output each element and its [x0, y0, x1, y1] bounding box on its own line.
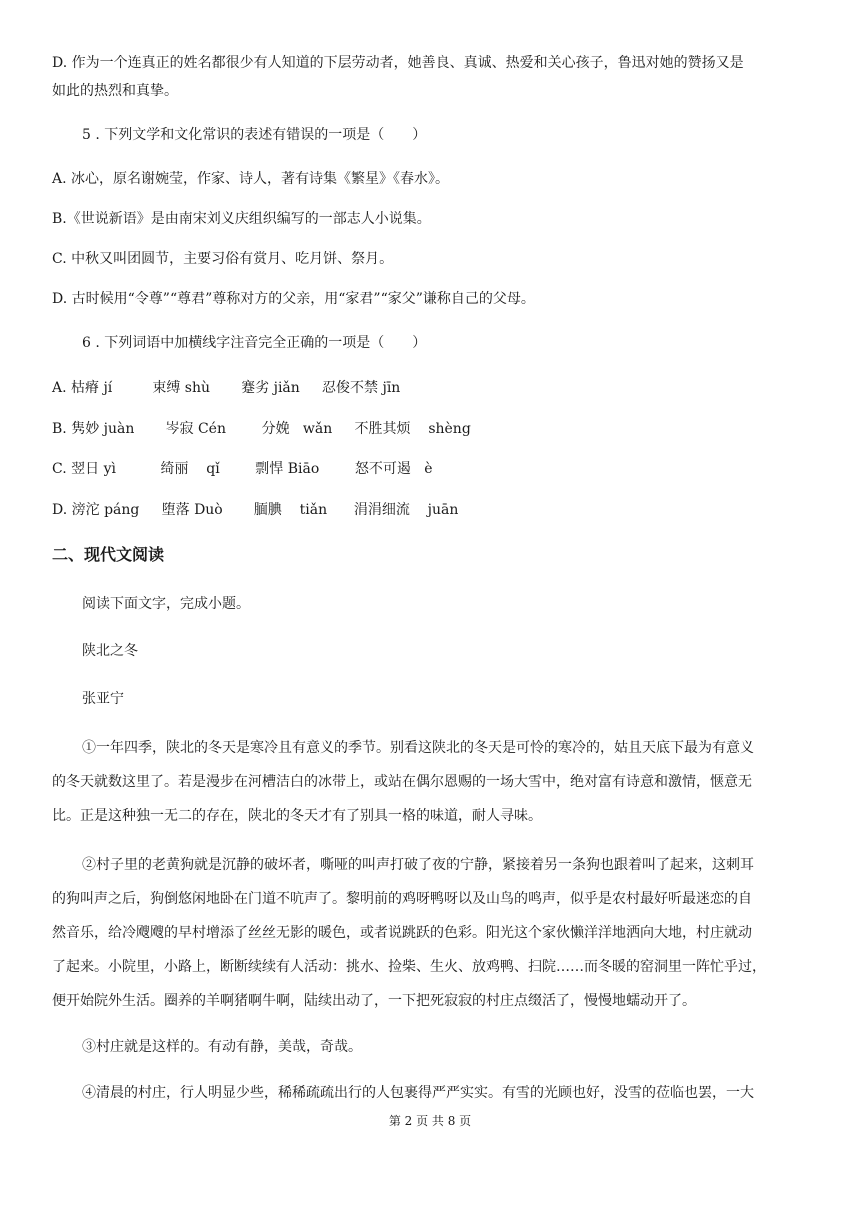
page-footer: 第 2 页 共 8 页 — [388, 1114, 472, 1128]
q6-option-a: A. 枯瘠 jí 束缚 shù 蹇劣 jiǎn 忍俊不禁 jīn — [52, 380, 401, 396]
paragraph-1-line-3: 比。正是这种独一无二的存在，陕北的冬天才有了别具一格的味道，耐人寻味。 — [52, 808, 542, 824]
reading-instruction: 阅读下面文字，完成小题。 — [82, 596, 250, 612]
q4-option-d-line1: D. 作为一个连真正的姓名都很少有人知道的下层劳动者，她善良、真诚、热爱和关心孩子，鲁迅对她的赞扬又是 — [52, 55, 744, 71]
article-author: 张亚宁 — [82, 691, 124, 707]
paragraph-2-line-2: 的狗叫声之后，狗倒悠闲地卧在门道不吭声了。黎明前的鸡呀鸭呀以及山鸟的鸣声，似乎是农村最好听最迷恋的自 — [52, 891, 752, 907]
paragraph-3-line-1: ③村庄就是这样的。有动有静，美哉，奇哉。 — [82, 1039, 362, 1055]
q5-option-c: C. 中秋又叫团圆节，主要习俗有赏月、吃月饼、祭月。 — [52, 251, 394, 267]
q4-option-d-line2: 如此的热烈和真挚。 — [52, 83, 178, 99]
paragraph-2-line-1: ②村子里的老黄狗就是沉静的破坏者，嘶哑的叫声打破了夜的宁静，紧接着另一条狗也跟着叫了起来，这刺耳 — [82, 857, 754, 873]
article-title: 陕北之冬 — [82, 643, 138, 659]
paragraph-1-line-2: 的冬天就数这里了。若是漫步在河槽洁白的冰带上，或站在偶尔恩赐的一场大雪中，绝对富有诗意和激情，惬意无 — [52, 774, 752, 790]
q6-option-d: D. 滂沱 páng 堕落 Duò 腼腆 tiǎn 涓涓细流 juān — [52, 502, 459, 518]
q6-option-b: B. 隽妙 juàn 岑寂 Cén 分娩 wǎn 不胜其烦 shèng — [52, 421, 471, 437]
q6-stem: 6 . 下列词语中加横线字注音完全正确的一项是（ ） — [82, 335, 427, 351]
q5-stem: 5 . 下列文学和文化常识的表述有错误的一项是（ ） — [82, 127, 427, 143]
q5-option-b: B.《世说新语》是由南宋刘义庆组织编写的一部志人小说集。 — [52, 211, 431, 227]
q5-option-a: A. 冰心，原名谢婉莹，作家、诗人，著有诗集《繁星》《春水》。 — [52, 171, 450, 187]
q6-option-c: C. 翌日 yì 绮丽 qǐ 剽悍 Biāo 怒不可遏 è — [52, 461, 433, 477]
paragraph-2-line-3: 然音乐，给冷飕飕的早村增添了丝丝无影的暖色，或者说跳跃的色彩。阳光这个家伙懒洋洋地洒向大地，村庄就动 — [52, 925, 752, 941]
paragraph-2-line-4: 了起来。小院里，小路上，断断续续有人活动：挑水、捡柴、生火、放鸡鸭、扫院……而冬暖的窑洞里一阵忙乎过， — [52, 959, 766, 975]
paragraph-1-line-1: ①一年四季，陕北的冬天是寒冷且有意义的季节。别看这陕北的冬天是可怜的寒冷的，姑且天底下最为有意义 — [82, 740, 754, 756]
paragraph-4-line-1: ④清晨的村庄，行人明显少些，稀稀疏疏出行的人包裹得严严实实。有雪的光顾也好，没雪的莅临也罢，一大 — [82, 1085, 754, 1101]
q5-option-d: D. 古时候用“令尊”“尊君”尊称对方的父亲，用“家君”“家父”谦称自己的父母。 — [52, 291, 535, 307]
section-heading-modern-reading: 二、现代文阅读 — [52, 545, 165, 564]
paragraph-2-line-5: 便开始院外生活。圈养的羊啊猪啊牛啊，陆续出动了，一下把死寂寂的村庄点缀活了，慢慢地蠕动开了。 — [52, 993, 696, 1009]
